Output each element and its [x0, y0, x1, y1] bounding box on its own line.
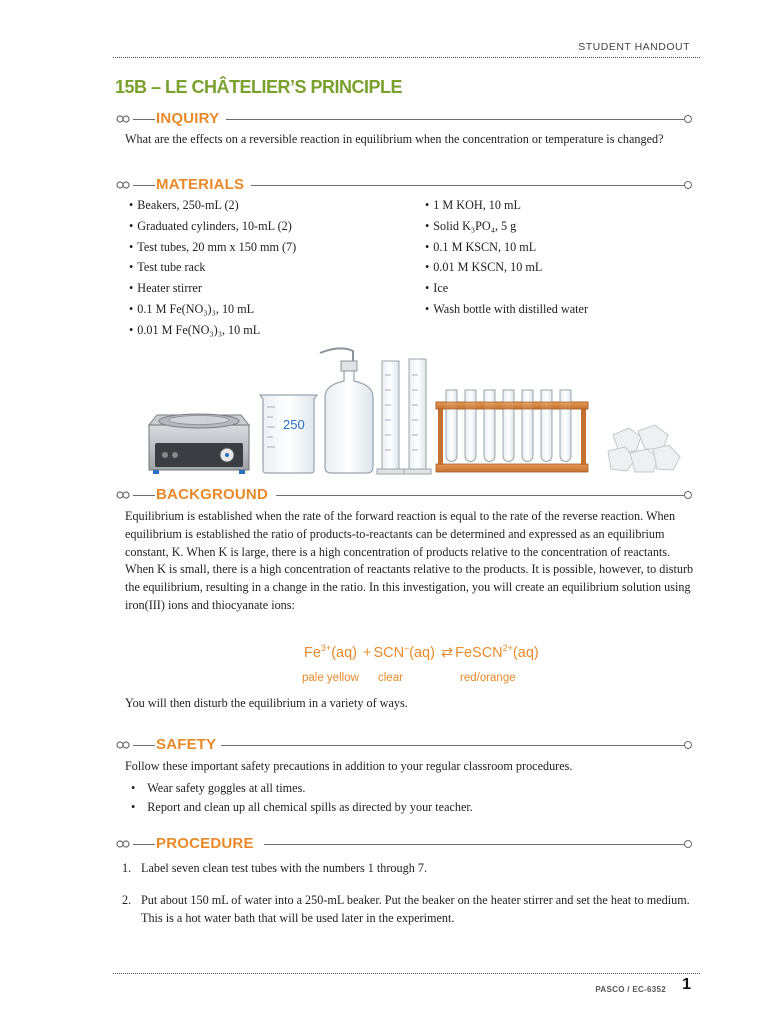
lab-equipment-illustration — [145, 345, 690, 478]
graduated-cylinder-icon — [404, 359, 431, 474]
section-heading-inquiry — [116, 110, 692, 128]
list-item: • Test tube rack — [129, 257, 296, 278]
inquiry-text: What are the effects on a reversible reaction in equilibrium when the concentration or temperature is changed? — [125, 132, 664, 146]
line-end-circle — [684, 491, 692, 499]
chain-link-icon — [116, 113, 134, 125]
materials-list-left — [129, 195, 296, 341]
header-divider — [113, 57, 700, 58]
step-text: Put about 150 mL of water into a 250-mL beaker. Put the beaker on the heater stirrer and set the heat to medium. This is a hot water bath that will be used later in the experiment. — [141, 893, 690, 925]
list-item: • Heater stirrer — [129, 278, 296, 299]
line-end-circle — [684, 741, 692, 749]
ice-icon — [608, 425, 680, 472]
header-label: STUDENT HANDOUT — [578, 41, 690, 53]
list-item: • Test tubes, 20 mm x 150 mm (7) — [129, 237, 296, 258]
procedure-step — [122, 860, 700, 878]
section-title: PROCEDURE — [156, 835, 254, 852]
footer-divider — [113, 973, 700, 974]
chain-link-icon — [116, 739, 134, 751]
section-heading-materials — [116, 176, 692, 194]
test-tube-rack-icon — [436, 390, 588, 472]
list-item: • Solid K₃PO₄, 5 g — [425, 216, 588, 237]
beaker-volume-label: 250 — [283, 417, 305, 432]
section-title: INQUIRY — [156, 110, 220, 127]
section-title: MATERIALS — [156, 176, 245, 193]
heater-stirrer-icon — [149, 414, 249, 474]
line-end-circle — [684, 115, 692, 123]
chain-link-icon — [116, 489, 134, 501]
step-number: 2. — [122, 893, 132, 907]
page-number: 1 — [682, 976, 691, 993]
list-item: • 0.01 M Fe(NO₃)₃, 10 mL — [129, 320, 296, 341]
section-heading-safety — [116, 736, 692, 754]
chain-link-icon — [116, 179, 134, 191]
equation-label-reactant2: clear — [378, 672, 403, 684]
equation-label-product: red/orange — [460, 672, 516, 684]
safety-list — [131, 779, 473, 817]
section-title: BACKGROUND — [156, 486, 268, 503]
list-item: • Wash bottle with distilled water — [425, 299, 588, 320]
step-text: Label seven clean test tubes with the numbers 1 through 7. — [141, 861, 427, 875]
safety-intro: Follow these important safety precautions in addition to your regular classroom procedures. — [125, 759, 573, 773]
list-item: • Beakers, 250-mL (2) — [129, 195, 296, 216]
section-title: SAFETY — [156, 736, 217, 753]
step-number: 1. — [122, 861, 132, 875]
page-title: 15B – LE CHÂTELIER’S PRINCIPLE — [115, 77, 403, 97]
list-item: • 0.1 M KSCN, 10 mL — [425, 237, 588, 258]
list-item: • Wear safety goggles at all times. — [131, 779, 473, 798]
background-text: Equilibrium is established when the rate of the forward reaction is equal to the rate of the reverse reaction. When equilibrium is established the ratio of products-to-reactants can be determined and expressed as an equilibrium constant, K. When K is large, there is a high concentration of products relative to the concentration of reactants. When K is small, there is a high concentration of reactants relative to the products. It is possible, however, to disturb the equilibrium, resulting in a change in the ratio. In this investigation, you will create an equilibrium solution using iron(III) ions and thiocyanate ions: — [125, 509, 694, 612]
graduated-cylinder-icon — [377, 361, 404, 474]
list-item: • 0.1 M Fe(NO₃)₃, 10 mL — [129, 299, 296, 320]
list-item: • 1 M KOH, 10 mL — [425, 195, 588, 216]
reaction-equation: $Fe^{3+}(aq) + SCN^-(aq)$ ⇄ FeSCN$^{2+}$(aq) — [304, 643, 539, 661]
beaker-icon — [260, 395, 317, 473]
section-heading-procedure — [116, 835, 692, 853]
section-heading-background — [116, 486, 692, 504]
equation-label-reactant1: pale yellow — [302, 672, 359, 684]
list-item: • 0.01 M KSCN, 10 mL — [425, 257, 588, 278]
footer-label: PASCO / EC-6352 — [595, 985, 666, 994]
list-item: • Graduated cylinders, 10-mL (2) — [129, 216, 296, 237]
line-end-circle — [684, 181, 692, 189]
chain-link-icon — [116, 838, 134, 850]
list-item: • Ice — [425, 278, 588, 299]
background-after-text: You will then disturb the equilibrium in a variety of ways. — [125, 696, 408, 710]
materials-list-right — [425, 195, 588, 320]
wash-bottle-icon — [320, 348, 373, 473]
procedure-step — [122, 892, 700, 927]
line-end-circle — [684, 840, 692, 848]
list-item: • Report and clean up all chemical spills as directed by your teacher. — [131, 798, 473, 817]
